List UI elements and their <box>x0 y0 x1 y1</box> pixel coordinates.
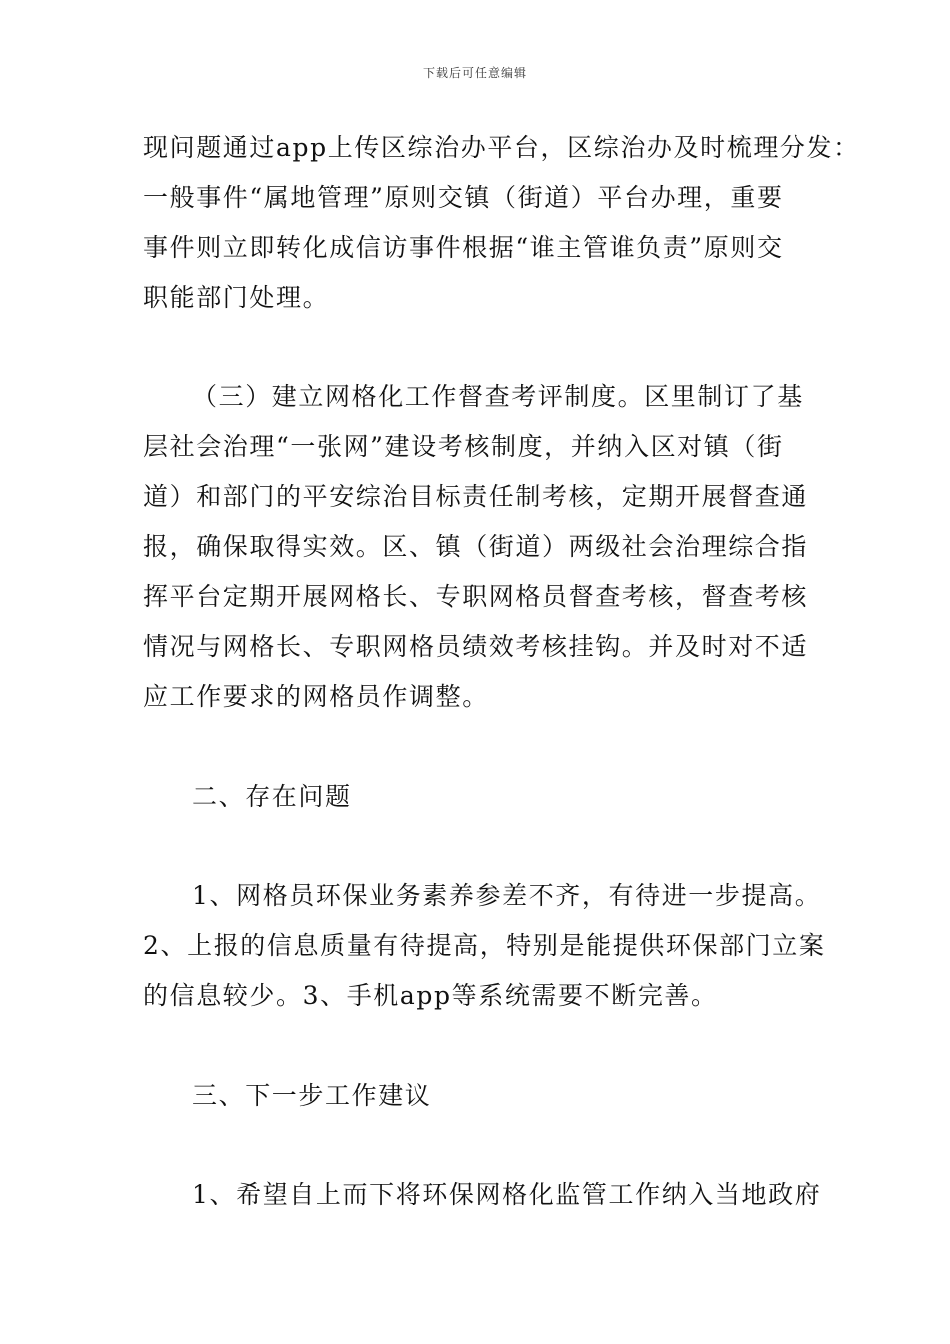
paragraph-line: 事件则立即转化成信访事件根据“谁主管谁负责”原则交 <box>143 233 784 262</box>
section-heading: 二、存在问题 <box>192 782 352 811</box>
section-heading: 三、下一步工作建议 <box>192 1081 432 1110</box>
section-paragraph-line: 报，确保取得实效。区、镇（街道）两级社会治理综合指 <box>143 532 809 561</box>
paragraph-line: 现问题通过app上传区综治办平台，区综治办及时梳理分发： <box>143 133 860 162</box>
problems-paragraph-line: 2、上报的信息质量有待提高，特别是能提供环保部门立案 <box>143 931 826 960</box>
section-paragraph-line: 挥平台定期开展网格长、专职网格员督查考核，督查考核 <box>143 582 809 611</box>
section-paragraph-line: 情况与网格长、专职网格员绩效考核挂钩。并及时对不适 <box>143 632 809 661</box>
section-paragraph-line: 应工作要求的网格员作调整。 <box>143 682 489 711</box>
section-paragraph-line: （三）建立网格化工作督查考评制度。区里制订了基 <box>192 382 804 411</box>
section-paragraph-line: 道）和部门的平安综治目标责任制考核，定期开展督查通 <box>143 482 809 511</box>
page-header: 下载后可任意编辑 <box>422 66 527 80</box>
section-paragraph-line: 层社会治理“一张网”建设考核制度，并纳入区对镇（街 <box>143 432 784 461</box>
suggestions-paragraph-line: 1、希望自上而下将环保网格化监管工作纳入当地政府 <box>192 1180 822 1209</box>
problems-paragraph-line: 1、网格员环保业务素养参差不齐，有待进一步提高。 <box>192 881 822 910</box>
paragraph-line: 职能部门处理。 <box>143 283 330 312</box>
paragraph-line: 一般事件“属地管理”原则交镇（街道）平台办理，重要 <box>143 183 784 212</box>
problems-paragraph-line: 的信息较少。3、手机app等系统需要不断完善。 <box>143 981 718 1010</box>
